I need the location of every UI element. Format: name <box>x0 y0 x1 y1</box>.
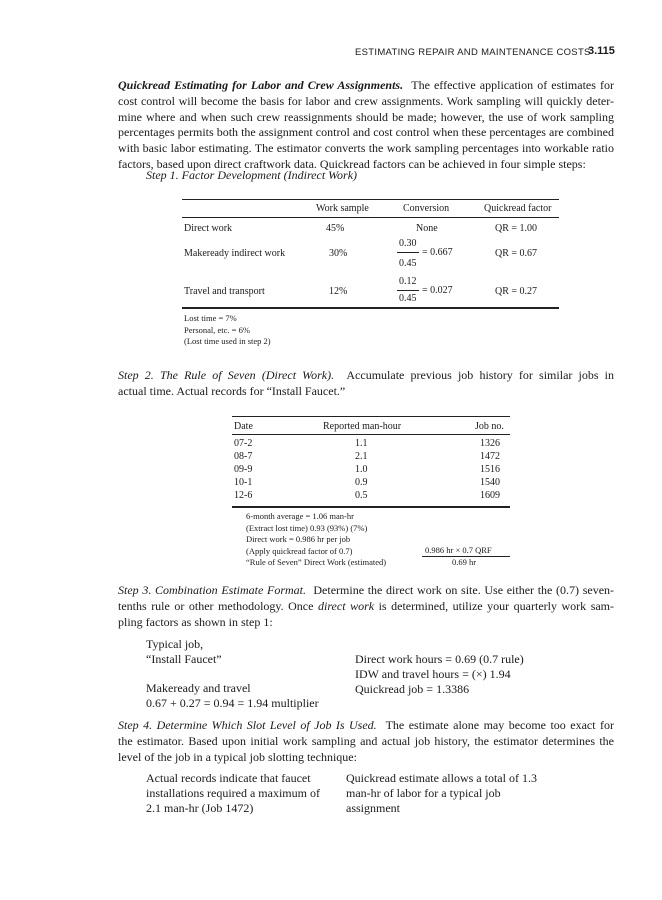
step3-left-install-faucet: “Install Faucet” <box>146 651 222 666</box>
step2-col-date: Date <box>234 421 253 432</box>
step1-row3-numerator: 0.12 <box>399 276 417 287</box>
step3-left-multiplier: 0.67 + 0.27 = 0.94 = 1.94 multiplier <box>146 696 319 711</box>
step1-row2-label: Makeready indirect work <box>184 248 286 259</box>
step1-top-rule <box>182 199 559 200</box>
step2-col-reported-man-hour: Reported man-hour <box>323 421 402 432</box>
table-row-hours: 0.5 <box>355 490 368 501</box>
step1-row3-factor: QR = 0.27 <box>495 286 538 297</box>
table-row-date: 07-2 <box>234 438 253 449</box>
step4-left-line2: installations required a maximum of <box>146 785 320 800</box>
step4-paragraph <box>118 718 614 765</box>
intro-line-6: factors, based upon direct craftwork data. Quickread factors can be achieved in four simple steps: <box>118 156 586 171</box>
step4-right-line3: assignment <box>346 800 400 815</box>
table-row-hours: 0.9 <box>355 477 368 488</box>
intro-line-3: mine where and when such crew reassignments should be made; however, the use of work sampling <box>118 109 614 124</box>
step1-row2-factor: QR = 0.67 <box>495 248 538 259</box>
step3-left-makeready: Makeready and travel <box>146 681 251 696</box>
step2-notes <box>246 511 386 569</box>
step3-line3: pling factors as shown in step 1: <box>118 614 273 629</box>
step1-header-rule <box>182 217 559 218</box>
step1-row1-label: Direct work <box>184 223 233 234</box>
step1-row2-numerator: 0.30 <box>399 238 417 249</box>
intro-line-4: percentages permits both the assignment control and cost control when these percentages are combined <box>118 125 614 140</box>
table-row-date: 12-6 <box>234 490 253 501</box>
step3-paragraph <box>118 583 614 630</box>
intro-runin-heading: Quickread Estimating for Labor and Crew Assignments. <box>118 78 404 92</box>
step1-row3-sample: 12% <box>329 286 348 297</box>
step2-header-rule <box>232 434 510 435</box>
intro-line-5: with basic labor estimating. The estimator converts the work sampling percentages into workable ratio <box>118 141 614 156</box>
page-number: 3.115 <box>588 45 615 57</box>
step4-left-line1: Actual records indicate that faucet <box>146 771 311 785</box>
step2-note-apply-factor: (Apply quickread factor of 0.7) <box>246 545 353 556</box>
step2-bottom-rule <box>232 506 510 508</box>
step4-line2: the estimator. Based upon initial work sampling and actual job history, the estimator determines the <box>118 733 614 748</box>
step3-left-spacer <box>146 667 319 682</box>
step3-left-typical-job: Typical job, <box>146 637 204 651</box>
step1-bottom-rule <box>182 307 559 309</box>
step2-note-rule-of-seven: “Rule of Seven” Direct Work (estimated) <box>246 557 387 567</box>
table-row-job: 1540 <box>480 477 500 488</box>
table-row-hours: 1.1 <box>355 438 368 449</box>
step2-note-direct-work: Direct work = 0.986 hr per job <box>246 534 351 544</box>
intro-line-1: The effective application of estimates for <box>411 78 614 92</box>
step3-right-idw-travel: IDW and travel hours = (×) 1.94 <box>355 666 511 681</box>
step3-heading: Step 3. Combination Estimate Format. <box>118 583 307 597</box>
step1-col-quickread-factor: Quickread factor <box>484 203 552 214</box>
table-row-date: 09-9 <box>234 464 253 475</box>
table-row-date: 10-1 <box>234 477 253 488</box>
step3-right-direct-work: Direct work hours = 0.69 (0.7 rule) <box>355 652 524 666</box>
step3-line2-b: is determined, utilize your quarterly work sam- <box>374 598 615 613</box>
step2-text-line2: actual time. Actual records for “Install Faucet.” <box>118 383 346 398</box>
step4-left-column <box>146 771 320 815</box>
step4-left-line3: 2.1 man-hr (Job 1472) <box>146 800 254 815</box>
step4-right-line2: man-hr of labor for a typical job <box>346 785 501 800</box>
step2-text-line1: Accumulate previous job history for similar jobs in <box>346 368 615 382</box>
step1-row2-sample: 30% <box>329 248 348 259</box>
step4-heading: Step 4. Determine Which Slot Level of Job Is Used. <box>118 718 377 732</box>
step3-left-column <box>146 637 319 711</box>
step3-right-quickread-job: Quickread job = 1.3386 <box>355 681 470 696</box>
step1-row3-label: Travel and transport <box>184 286 265 297</box>
step3-line1: Determine the direct work on site. Use either the (0.7) seven- <box>313 583 615 597</box>
step1-row3-denominator: 0.45 <box>399 293 417 304</box>
step3-right-column <box>355 652 524 696</box>
step1-row3-result: = 0.027 <box>422 285 453 296</box>
step1-row1-factor: QR = 1.00 <box>495 223 538 234</box>
step2-heading: Step 2. The Rule of Seven (Direct Work). <box>118 368 335 382</box>
table-row-job: 1516 <box>480 464 500 475</box>
step1-col-work-sample: Work sample <box>316 203 369 214</box>
intro-line-2: cost control will become the basis for labor and crew assignments. Work sampling will quickly deter- <box>118 93 614 108</box>
step1-heading: Step 1. Factor Development (Indirect Work) <box>146 168 358 182</box>
table-row-hours: 2.1 <box>355 451 368 462</box>
step1-row2-result: = 0.667 <box>422 247 453 258</box>
step3-line2-italic: direct work <box>318 598 375 613</box>
step1-col-conversion: Conversion <box>403 203 450 214</box>
step2-paragraph <box>118 368 614 400</box>
table-row-job: 1326 <box>480 438 500 449</box>
step1-note-lost-time-used: (Lost time used in step 2) <box>184 336 271 346</box>
step1-row2-fraction-bar <box>397 252 419 253</box>
step2-calc-bottom: 0.69 hr <box>452 557 477 567</box>
table-row-date: 08-7 <box>234 451 253 462</box>
step1-row2-denominator: 0.45 <box>399 258 417 269</box>
step2-note-extract: (Extract lost time) 0.93 (93%) (7%) <box>246 522 368 533</box>
step4-line3: level of the job in a typical job slotting technique: <box>118 749 357 764</box>
step1-notes <box>184 313 271 348</box>
step1-row1-sample: 45% <box>326 223 345 234</box>
step4-right-line1: Quickread estimate allows a total of 1.3 <box>346 771 537 785</box>
table-row-hours: 1.0 <box>355 464 368 475</box>
step4-right-column <box>346 771 537 815</box>
step1-note-personal: Personal, etc. = 6% <box>184 324 250 335</box>
intro-paragraph <box>118 78 614 173</box>
step2-col-job-no: Job no. <box>475 421 504 432</box>
step1-row3-fraction-bar <box>397 290 419 291</box>
step2-note-average: 6-month average = 1.06 man-hr <box>246 511 354 521</box>
table-row-job: 1472 <box>480 451 500 462</box>
running-header-title: ESTIMATING REPAIR AND MAINTENANCE COSTS <box>355 47 591 58</box>
step1-row1-conversion: None <box>416 223 438 234</box>
step3-line2-a: tenths rule or other methodology. Once <box>118 598 318 613</box>
table-row-job: 1609 <box>480 490 500 501</box>
step2-calc-top: 0.986 hr × 0.7 QRF <box>425 545 492 555</box>
step2-top-rule <box>232 416 510 417</box>
step4-line1: The estimate alone may become too exact for <box>385 718 614 732</box>
step1-note-lost-time: Lost time = 7% <box>184 313 237 323</box>
